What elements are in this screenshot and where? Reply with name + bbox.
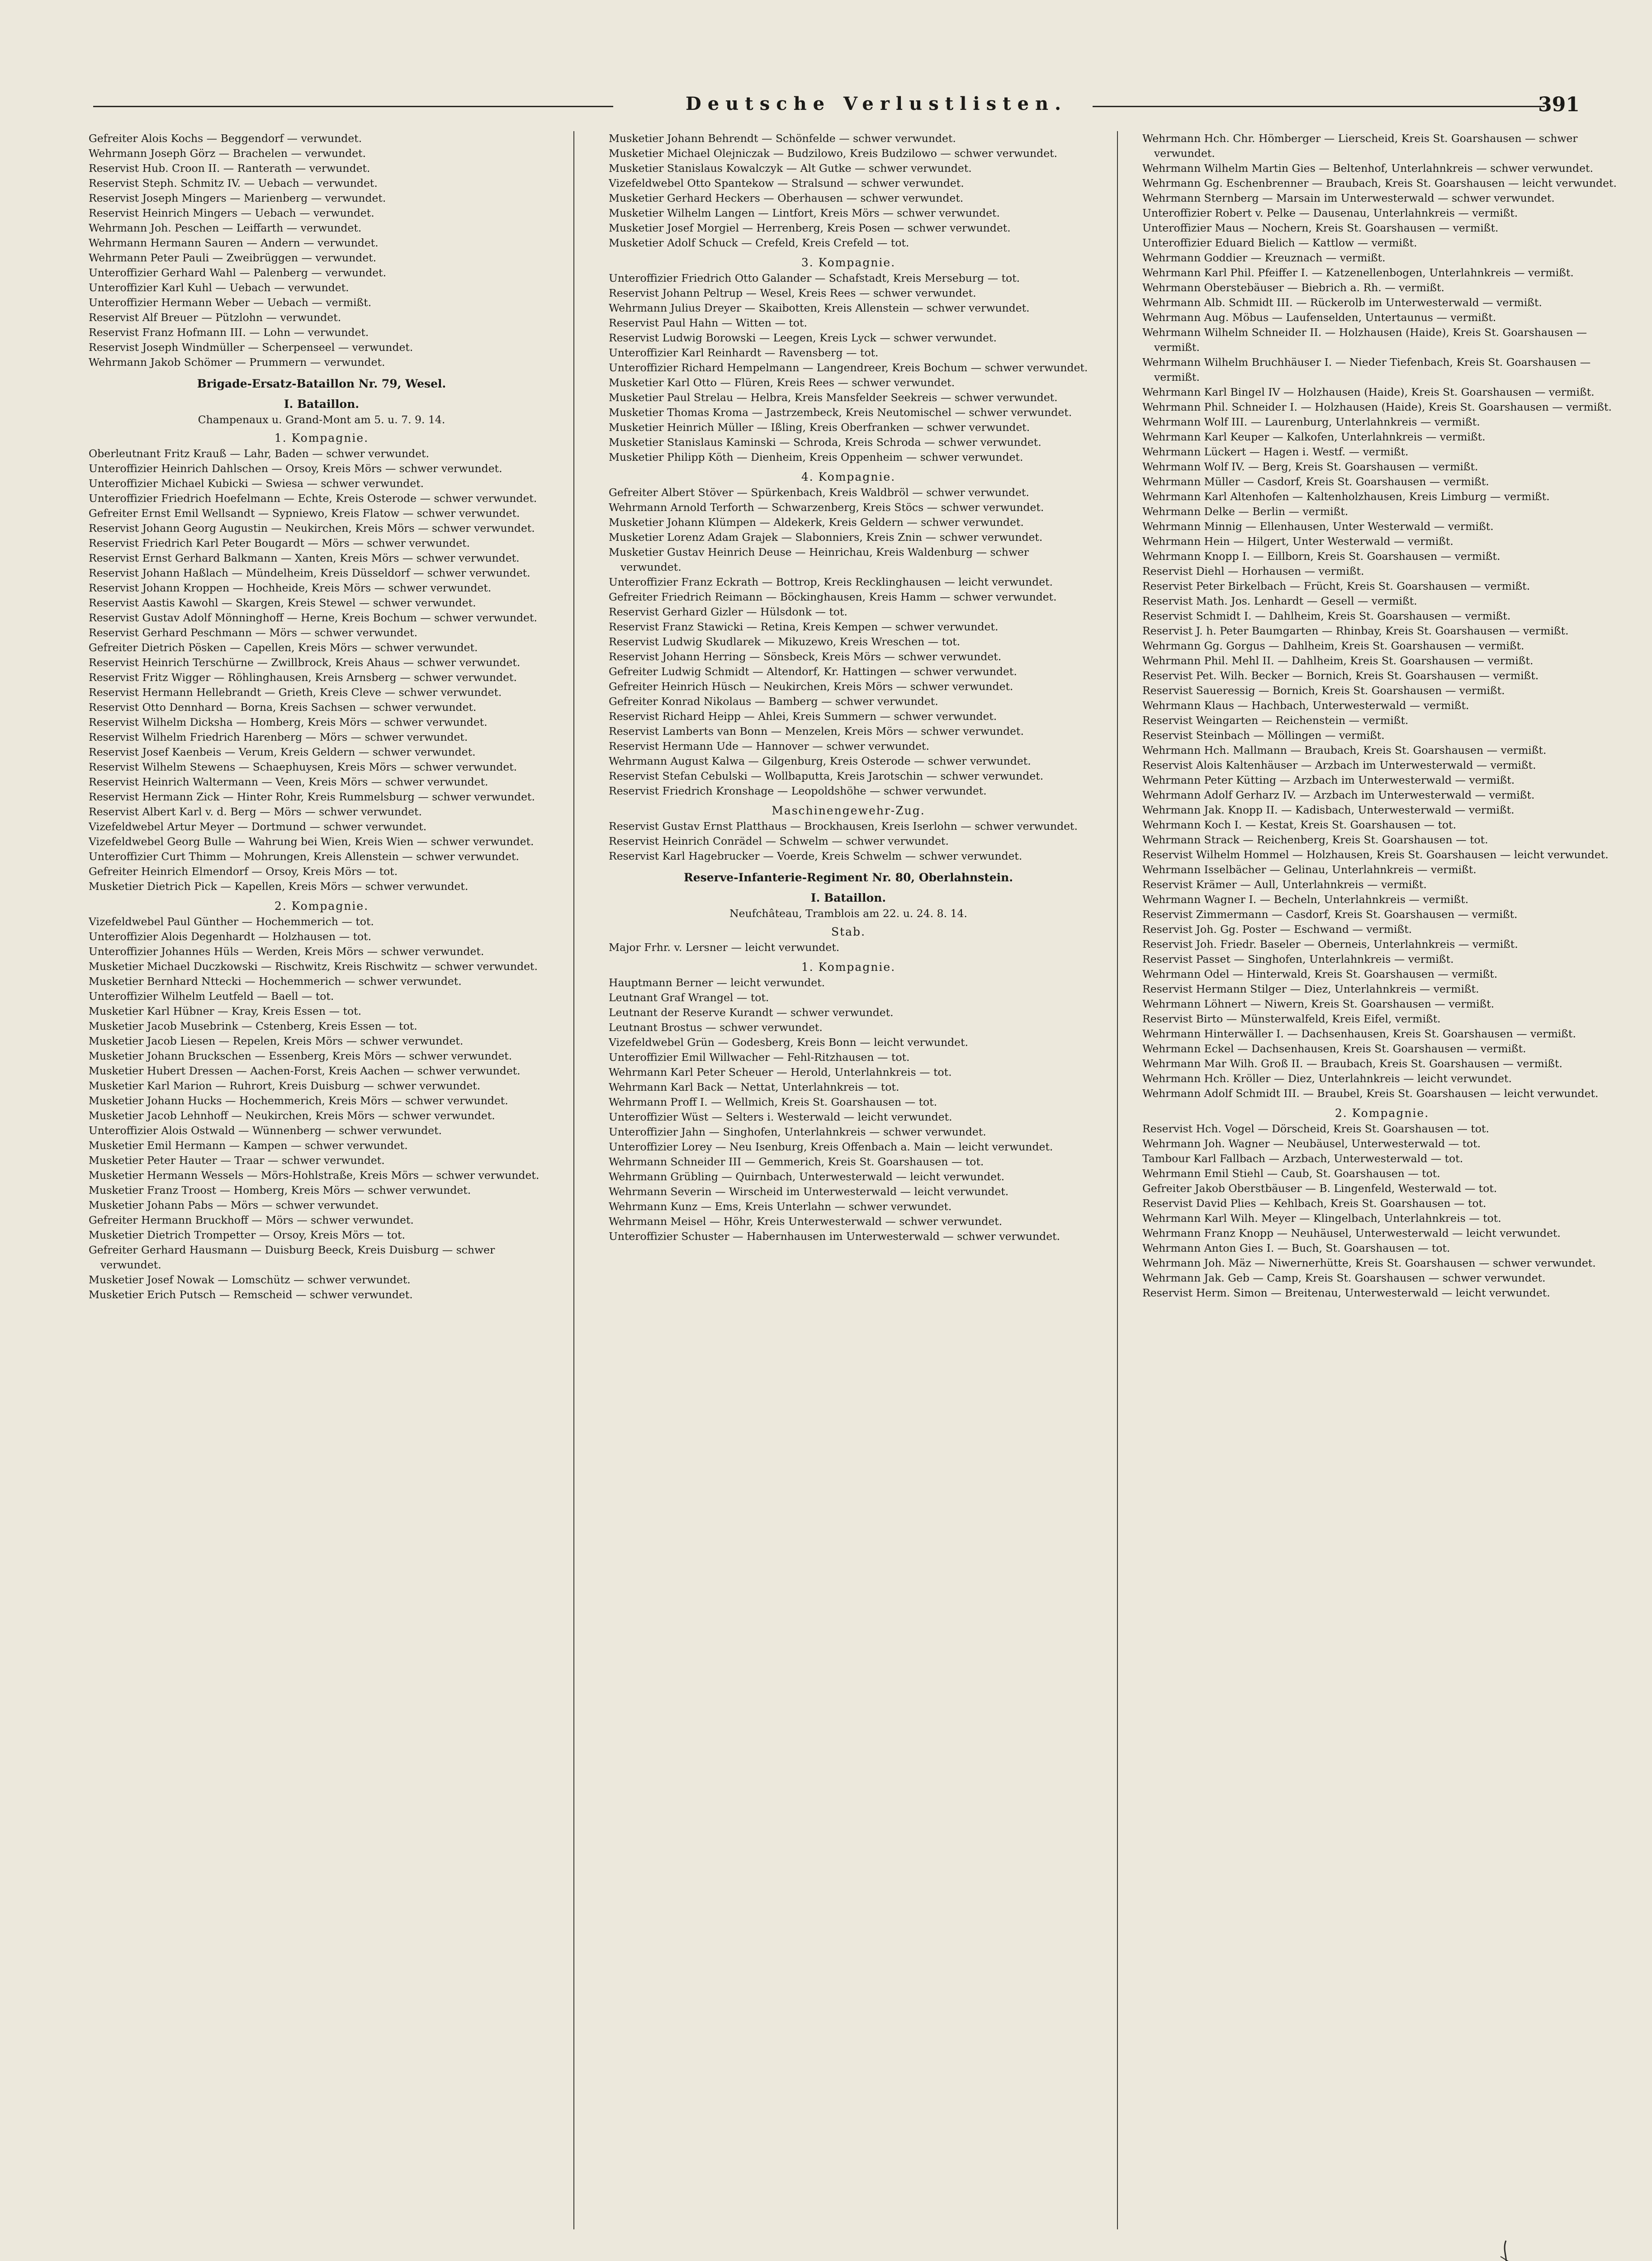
casualty-entry: Reservist Steinbach — Möllingen — vermißt. (1142, 729, 1385, 742)
casualty-entry: Wehrmann Knopp I. — Eillborn, Kreis St. Goarshausen — vermißt. (1142, 550, 1501, 563)
casualty-entry: Musketier Paul Strelau — Helbra, Kreis Mansfelder Seekreis — schwer verwundet. (609, 391, 1058, 404)
casualty-entry: Musketier Bernhard Nttecki — Hochemmerich — schwer verwundet. (89, 975, 462, 988)
casualty-entry: Reservist Aastis Kawohl — Skargen, Kreis Stewel — schwer verwundet. (89, 596, 476, 609)
casualty-entry: Vizefeldwebel Georg Bulle — Wahrung bei Wien, Kreis Wien — schwer verwundet. (89, 835, 534, 848)
casualty-entry: Wehrmann Proff I. — Wellmich, Kreis St. Goarshausen — tot. (609, 1096, 937, 1108)
casualty-entry: Reservist Johann Haßlach — Mündelheim, Kreis Düsseldorf — schwer verwundet. (89, 567, 530, 579)
casualty-entry: Reservist Schmidt I. — Dahlheim, Kreis St. Goarshausen — vermißt. (1142, 610, 1511, 622)
casualty-entry: Wehrmann Delke — Berlin — vermißt. (1142, 505, 1349, 518)
section-subheading: Champenaux u. Grand-Mont am 5. u. 7. 9. 14. (198, 413, 445, 426)
company-heading: 1. Kompagnie. (274, 431, 369, 445)
casualty-entry: Musketier Jacob Musebrink — Cstenberg, Kreis Essen — tot. (89, 1020, 417, 1032)
casualty-entry: Reservist Saueressig — Bornich, Kreis St. Goarshausen — vermißt. (1142, 684, 1505, 697)
casualty-entry: Musketier Josef Morgiel — Herrenberg, Kreis Posen — schwer verwundet. (609, 222, 1011, 234)
casualty-entry: Wehrmann Joseph Görz — Brachelen — verwundet. (89, 147, 366, 160)
casualty-entry: Wehrmann Sternberg — Marsain im Unterwesterwald — schwer verwundet. (1142, 192, 1555, 204)
section-heading: Brigade-Ersatz-Bataillon Nr. 79, Wesel. (197, 377, 446, 390)
casualty-entry: Leutnant der Reserve Kurandt — schwer verwundet. (609, 1006, 894, 1019)
casualty-entry: Wehrmann Hch. Chr. Hömberger — Lierscheid, Kreis St. Goarshausen — schwer verwundet. (1142, 132, 1578, 160)
casualty-entry: Wehrmann Hch. Kröller — Diez, Unterlahnkreis — leicht verwundet. (1142, 1072, 1512, 1085)
casualty-entry: Gefreiter Friedrich Reimann — Böckinghausen, Kreis Hamm — schwer verwundet. (609, 591, 1057, 603)
casualty-entry: Wehrmann Gg. Eschenbrenner — Braubach, Kreis St. Goarshausen — leicht verwundet. (1142, 177, 1617, 189)
casualty-entry: Wehrmann Emil Stiehl — Caub, St. Goarshausen — tot. (1142, 1167, 1440, 1180)
casualty-entry: Wehrmann Löhnert — Niwern, Kreis St. Goarshausen — vermißt. (1142, 998, 1495, 1010)
casualty-entry: Reservist Richard Heipp — Ahlei, Kreis Summern — schwer verwundet. (609, 710, 997, 723)
page-title: Deutsche Verlustlisten. (686, 93, 1068, 114)
casualty-entry: Reservist Ernst Gerhard Balkmann — Xanten, Kreis Mörs — schwer verwundet. (89, 552, 520, 564)
casualty-entry: Musketier Jacob Lehnhoff — Neukirchen, Kreis Mörs — schwer verwundet. (89, 1109, 495, 1122)
casualty-entry: Major Frhr. v. Lersner — leicht verwundet. (609, 941, 840, 954)
casualty-entry: Wehrmann Schneider III — Gemmerich, Kreis St. Goarshausen — tot. (609, 1155, 984, 1168)
section-subheading: Neufchâteau, Tramblois am 22. u. 24. 8. 14. (729, 907, 967, 920)
casualty-entry: Wehrmann Klaus — Hachbach, Unterwesterwald — vermißt. (1142, 699, 1469, 712)
casualty-entry: Reservist Fritz Wigger — Röhlinghausen, Kreis Arnsberg — schwer verwundet. (89, 671, 517, 684)
casualty-entry: Musketier Dietrich Trompetter — Orsoy, Kreis Mörs — tot. (89, 1229, 405, 1241)
column-3 (1142, 131, 1622, 2229)
casualty-entry: Musketier Stanislaus Kowalczyk — Alt Gutke — schwer verwundet. (609, 162, 972, 175)
casualty-entry: Unteroffizier Gerhard Wahl — Palenberg — verwundet. (89, 266, 387, 279)
casualty-entry: Reservist Hermann Hellebrandt — Grieth, Kreis Cleve — schwer verwundet. (89, 686, 502, 699)
casualty-entry: Wehrmann Wilhelm Schneider II. — Holzhausen (Haide), Kreis St. Goarshausen — vermißt. (1142, 326, 1587, 354)
casualty-entry: Wehrmann Hinterwäller I. — Dachsenhausen, Kreis St. Goarshausen — vermißt. (1142, 1027, 1576, 1040)
casualty-entry: Reservist Joseph Mingers — Marienberg — verwundet. (89, 192, 386, 204)
casualty-entry: Gefreiter Konrad Nikolaus — Bamberg — schwer verwundet. (609, 695, 938, 708)
casualty-entry: Wehrmann Karl Phil. Pfeiffer I. — Katzenellenbogen, Unterlahnkreis — vermißt. (1142, 266, 1574, 279)
casualty-entry: Reservist Peter Birkelbach — Frücht, Kreis St. Goarshausen — vermißt. (1142, 580, 1530, 592)
casualty-entry: Musketier Johann Behrendt — Schönfelde — schwer verwundet. (609, 132, 956, 145)
casualty-entry: Unteroffizier Robert v. Pelke — Dausenau, Unterlahnkreis — vermißt. (1142, 207, 1518, 219)
casualty-entry: Gefreiter Alois Kochs — Beggendorf — verwundet. (89, 132, 362, 145)
casualty-entry: Wehrmann Kunz — Ems, Kreis Unterlahn — schwer verwundet. (609, 1200, 952, 1213)
casualty-entry: Wehrmann Wolf IV. — Berg, Kreis St. Goarshausen — vermißt. (1142, 460, 1478, 473)
casualty-entry: Reservist Wilhelm Hommel — Holzhausen, Kreis St. Goarshausen — leicht verwundet. (1142, 848, 1609, 861)
casualty-entry: Reservist Math. Jos. Lenhardt — Gesell — vermißt. (1142, 595, 1417, 607)
section-heading: Reserve-Infanterie-Regiment Nr. 80, Oberlahnstein. (683, 871, 1013, 884)
casualty-entry: Musketier Heinrich Müller — Ißling, Kreis Oberfranken — schwer verwundet. (609, 421, 1030, 434)
casualty-entry: Musketier Franz Troost — Homberg, Kreis Mörs — schwer verwundet. (89, 1184, 471, 1197)
casualty-entry: Unteroffizier Alois Degenhardt — Holzhausen — tot. (89, 930, 372, 943)
casualty-entry: Musketier Thomas Kroma — Jastrzembeck, Kreis Neutomischel — schwer verwundet. (609, 406, 1072, 419)
casualty-entry: Reservist Hch. Vogel — Dörscheid, Kreis St. Goarshausen — tot. (1142, 1122, 1489, 1135)
casualty-entry: Wehrmann Joh. Wagner — Neubäusel, Unterwesterwald — tot. (1142, 1137, 1481, 1150)
casualty-entry: Reservist Gustav Ernst Platthaus — Brockhausen, Kreis Iserlohn — schwer verwundet. (609, 820, 1078, 833)
casualty-entry: Reservist Johann Peltrup — Wesel, Kreis Rees — schwer verwundet. (609, 287, 976, 299)
casualty-entry: Reservist Alf Breuer — Pützlohn — verwundet. (89, 311, 341, 324)
casualty-entry: Wehrmann Lückert — Hagen i. Westf. — vermißt. (1142, 445, 1409, 458)
casualty-entry: Unteroffizier Alois Ostwald — Wünnenberg — schwer verwundet. (89, 1124, 442, 1137)
casualty-entry: Unteroffizier Wüst — Selters i. Westerwald — leicht verwundet. (609, 1111, 952, 1123)
casualty-entry: Wehrmann Alb. Schmidt III. — Rückerolb im Unterwesterwald — vermißt. (1142, 296, 1542, 309)
casualty-entry: Musketier Gustav Heinrich Deuse — Heinrichau, Kreis Waldenburg — schwer verwundet. (609, 546, 1029, 573)
casualty-entry: Unteroffizier Curt Thimm — Mohrungen, Kreis Allenstein — schwer verwundet. (89, 850, 519, 863)
casualty-entry: Wehrmann Hein — Hilgert, Unter Westerwald — vermißt. (1142, 535, 1453, 548)
casualty-entry: Unteroffizier Wilhelm Leutfeld — Baell — tot. (89, 990, 334, 1003)
casualty-entry: Wehrmann Gg. Gorgus — Dahlheim, Kreis St. Goarshausen — vermißt. (1142, 639, 1524, 652)
casualty-entry: Reservist Friedrich Karl Peter Bougardt — Mörs — schwer verwundet. (89, 537, 470, 549)
casualty-entry: Musketier Hermann Wessels — Mörs-Hohlstraße, Kreis Mörs — schwer verwundet. (89, 1169, 540, 1182)
company-heading: 1. Kompagnie. (801, 960, 896, 974)
casualty-entry: Reservist Steph. Schmitz IV. — Uebach — verwundet. (89, 177, 378, 189)
casualty-entry: Musketier Emil Hermann — Kampen — schwer verwundet. (89, 1139, 408, 1152)
casualty-entry: Wehrmann Joh. Mäz — Niwernerhütte, Kreis St. Goarshausen — schwer verwundet. (1142, 1257, 1596, 1269)
casualty-entry: Wehrmann Wilhelm Martin Gies — Beltenhof, Unterlahnkreis — schwer verwundet. (1142, 162, 1593, 175)
casualty-entry: Wehrmann Adolf Schmidt III. — Braubel, Kreis St. Goarshausen — leicht verwundet. (1142, 1087, 1599, 1100)
casualty-entry: Wehrmann Grübling — Quirnbach, Unterwesterwald — leicht verwundet. (609, 1170, 1005, 1183)
casualty-entry: Wehrmann Koch I. — Kestat, Kreis St. Goarshausen — tot. (1142, 818, 1457, 831)
casualty-entry: Unteroffizier Heinrich Dahlschen — Orsoy, Kreis Mörs — schwer verwundet. (89, 462, 502, 475)
casualty-entry: Vizefeldwebel Grün — Godesberg, Kreis Bonn — leicht verwundet. (609, 1036, 968, 1049)
casualty-entry: Wehrmann Minnig — Ellenhausen, Unter Westerwald — vermißt. (1142, 520, 1494, 533)
casualty-entry: Wehrmann Goddier — Kreuznach — vermißt. (1142, 251, 1386, 264)
casualty-entry: Reservist Franz Stawicki — Retina, Kreis Kempen — schwer verwundet. (609, 620, 999, 633)
company-heading: 2. Kompagnie. (274, 899, 369, 913)
casualty-entry: Reservist Stefan Cebulski — Wollbaputta, Kreis Jarotschin — schwer verwundet. (609, 770, 1044, 782)
casualty-entry: Wehrmann Phil. Mehl II. — Dahlheim, Kreis St. Goarshausen — vermißt. (1142, 654, 1534, 667)
casualty-entry: Musketier Michael Olejniczak — Budzilowo, Kreis Budzilowo — schwer verwundet. (609, 147, 1058, 160)
casualty-entry: Wehrmann Eckel — Dachsenhausen, Kreis St. Goarshausen — vermißt. (1142, 1042, 1526, 1055)
casualty-entry: Unteroffizier Michael Kubicki — Swiesa — schwer verwundet. (89, 477, 424, 490)
casualty-entry: Unteroffizier Schuster — Habernhausen im Unterwesterwald — schwer verwundet. (609, 1230, 1060, 1243)
casualty-entry: Wehrmann Adolf Gerharz IV. — Arzbach im Unterwesterwald — vermißt. (1142, 789, 1535, 801)
casualty-entry: Unteroffizier Karl Kuhl — Uebach — verwundet. (89, 281, 349, 294)
casualty-entry: Wehrmann Karl Back — Nettat, Unterlahnkreis — tot. (609, 1081, 899, 1093)
casualty-entry: Reservist Alois Kaltenhäuser — Arzbach im Unterwesterwald — vermißt. (1142, 759, 1536, 771)
columns (89, 131, 1617, 2229)
casualty-entry: Musketier Philipp Köth — Dienheim, Kreis Oppenheim — schwer verwundet. (609, 451, 1023, 464)
casualty-entry: Wehrmann Karl Keuper — Kalkofen, Unterlahnkreis — vermißt. (1142, 430, 1486, 443)
casualty-entry: Wehrmann Jak. Geb — Camp, Kreis St. Goarshausen — schwer verwundet. (1142, 1272, 1546, 1284)
casualty-entry: Musketier Wilhelm Langen — Lintfort, Kreis Mörs — schwer verwundet. (609, 207, 1000, 219)
casualty-entry: Musketier Jacob Liesen — Repelen, Kreis Mörs — schwer verwundet. (89, 1035, 464, 1047)
casualty-entry: Reservist Franz Hofmann III. — Lohn — verwundet. (89, 326, 369, 339)
casualty-entry: Unteroffizier Jahn — Singhofen, Unterlahnkreis — schwer verwundet. (609, 1126, 986, 1138)
casualty-entry: Wehrmann Karl Bingel IV — Holzhausen (Haide), Kreis St. Goarshausen — vermißt. (1142, 386, 1595, 398)
casualty-entry: Reservist Wilhelm Dicksha — Homberg, Kreis Mörs — schwer verwundet. (89, 716, 488, 728)
casualty-entry: Wehrmann Müller — Casdorf, Kreis St. Goarshausen — vermißt. (1142, 475, 1489, 488)
casualty-entry: Reservist Johann Georg Augustin — Neukirchen, Kreis Mörs — schwer verwundet. (89, 522, 535, 535)
company-heading: Stab. (831, 925, 866, 938)
casualty-entry: Gefreiter Ludwig Schmidt — Altendorf, Kr. Hattingen — schwer verwundet. (609, 665, 1017, 678)
casualty-entry: Unteroffizier Friedrich Otto Galander — Schafstadt, Kreis Merseburg — tot. (609, 272, 1020, 284)
casualty-entry: Musketier Dietrich Pick — Kapellen, Kreis Mörs — schwer verwundet. (89, 880, 469, 893)
casualty-entry: Musketier Michael Duczkowski — Rischwitz, Kreis Rischwitz — schwer verwundet. (89, 960, 538, 973)
casualty-entry: Gefreiter Heinrich Elmendorf — Orsoy, Kreis Mörs — tot. (89, 865, 398, 878)
casualty-entry: Wehrmann Jakob Schömer — Prummern — verwundet. (89, 356, 385, 369)
casualty-entry: Reservist Joh. Gg. Poster — Eschwand — vermißt. (1142, 923, 1412, 936)
casualty-entry: Reservist David Plies — Kehlbach, Kreis St. Goarshausen — tot. (1142, 1197, 1486, 1210)
casualty-entry: Reservist Zimmermann — Casdorf, Kreis St. Goarshausen — vermißt. (1142, 908, 1518, 921)
company-heading: 3. Kompagnie. (801, 256, 896, 269)
casualty-entry: Unteroffizier Eduard Bielich — Kattlow — vermißt. (1142, 237, 1417, 249)
casualty-entry: Reservist Joh. Friedr. Baseler — Oberneis, Unterlahnkreis — vermißt. (1142, 938, 1518, 951)
casualty-entry: Musketier Erich Putsch — Remscheid — schwer verwundet. (89, 1288, 413, 1301)
column-2 (609, 131, 1088, 2229)
company-heading: 2. Kompagnie. (1335, 1107, 1430, 1120)
casualty-entry: Reservist Johann Herring — Sönsbeck, Kreis Mörs — schwer verwundet. (609, 650, 1002, 663)
casualty-entry: Hauptmann Berner — leicht verwundet. (609, 976, 825, 989)
casualty-entry: Wehrmann August Kalwa — Gilgenburg, Kreis Osterode — schwer verwundet. (609, 755, 1031, 767)
casualty-entry: Reservist Krämer — Aull, Unterlahnkreis — vermißt. (1142, 878, 1427, 891)
casualty-entry: Wehrmann Karl Peter Scheuer — Herold, Unterlahnkreis — tot. (609, 1066, 952, 1078)
casualty-entry: Gefreiter Hermann Bruckhoff — Mörs — schwer verwundet. (89, 1214, 414, 1226)
casualty-entry: Wehrmann Anton Gies I. — Buch, St. Goarshausen — tot. (1142, 1242, 1450, 1254)
casualty-entry: Reservist Josef Kaenbeis — Verum, Kreis Geldern — schwer verwundet. (89, 746, 476, 758)
casualty-entry: Reservist J. h. Peter Baumgarten — Rhinbay, Kreis St. Goarshausen — vermißt. (1142, 624, 1569, 637)
casualty-entry: Wehrmann Peter Kütting — Arzbach im Unterwesterwald — vermißt. (1142, 774, 1515, 786)
casualty-entry: Wehrmann Mar Wilh. Groß II. — Braubach, Kreis St. Goarshausen — vermißt. (1142, 1057, 1563, 1070)
casualty-entry: Wehrmann Wolf III. — Laurenburg, Unterlahnkreis — vermißt. (1142, 416, 1480, 428)
casualty-entry: Wehrmann Phil. Schneider I. — Holzhausen (Haide), Kreis St. Goarshausen — vermißt. (1142, 401, 1612, 413)
casualty-entry: Reservist Joseph Windmüller — Scherpenseel — verwundet. (89, 341, 413, 354)
casualty-entry: Reservist Wilhelm Stewens — Schaephuysen, Kreis Mörs — schwer verwundet. (89, 761, 517, 773)
casualty-entry: Reservist Birto — Münsterwalfeld, Kreis Eifel, vermißt. (1142, 1012, 1441, 1025)
casualty-entry: Unteroffizier Johannes Hüls — Werden, Kreis Mörs — schwer verwundet. (89, 945, 484, 958)
casualty-entry: Reservist Wilhelm Friedrich Harenberg — Mörs — schwer verwundet. (89, 731, 468, 743)
casualty-entry: Musketier Johann Klümpen — Aldekerk, Kreis Geldern — schwer verwundet. (609, 516, 1024, 529)
casualty-entry: Wehrmann Peter Pauli — Zweibrüggen — verwundet. (89, 251, 377, 264)
casualty-entry: Reservist Gerhard Peschmann — Mörs — schwer verwundet. (89, 626, 418, 639)
casualty-entry: Musketier Adolf Schuck — Crefeld, Kreis Crefeld — tot. (609, 237, 909, 249)
casualty-entry: Reservist Johann Kroppen — Hochheide, Kreis Mörs — schwer verwundet. (89, 582, 492, 594)
casualty-entry: Tambour Karl Fallbach — Arzbach, Unterwesterwald — tot. (1142, 1152, 1463, 1165)
casualty-entry: Musketier Johann Pabs — Mörs — schwer verwundet. (89, 1199, 379, 1211)
casualty-entry: Reservist Friedrich Kronshage — Leopoldshöhe — schwer verwundet. (609, 785, 987, 797)
casualty-entry: Wehrmann Hermann Sauren — Andern — verwundet. (89, 237, 379, 249)
casualty-entry: Musketier Johann Bruckschen — Essenberg, Kreis Mörs — schwer verwundet. (89, 1050, 512, 1062)
column-1 (89, 131, 554, 2229)
casualty-entry: Musketier Karl Otto — Flüren, Kreis Rees — schwer verwundet. (609, 376, 955, 389)
casualty-entry: Reservist Hub. Croon II. — Ranterath — verwundet. (89, 162, 370, 175)
casualty-entry: Wehrmann Hch. Mallmann — Braubach, Kreis St. Goarshausen — vermißt. (1142, 744, 1547, 757)
casualty-entry: Musketier Lorenz Adam Grajek — Slabonniers, Kreis Znin — schwer verwundet. (609, 531, 1043, 544)
casualty-entry: Gefreiter Jakob Oberstbäuser — B. Lingenfeld, Westerwald — tot. (1142, 1182, 1497, 1195)
page-number: 391 (1538, 93, 1580, 116)
casualty-entry: Wehrmann Isselbächer — Gelinau, Unterlahnkreis — vermißt. (1142, 863, 1477, 876)
casualty-entry: Musketier Karl Hübner — Kray, Kreis Essen — tot. (89, 1005, 362, 1017)
casualty-entry: Reservist Hermann Ude — Hannover — schwer verwundet. (609, 740, 929, 752)
casualty-entry: Musketier Hubert Dressen — Aachen-Forst, Kreis Aachen — schwer verwundet. (89, 1064, 521, 1077)
casualty-entry: Reservist Heinrich Terschürne — Zwillbrock, Kreis Ahaus — schwer verwundet. (89, 656, 521, 669)
casualty-entry: Reservist Pet. Wilh. Becker — Bornich, Kreis St. Goarshausen — vermißt. (1142, 669, 1539, 682)
casualty-entry: Unteroffizier Emil Willwacher — Fehl-Ritzhausen — tot. (609, 1051, 910, 1064)
company-heading: Maschinengewehr-Zug. (772, 804, 925, 817)
section-heading: I. Bataillon. (810, 891, 886, 904)
casualty-entry: Unteroffizier Karl Reinhardt — Ravensberg — tot. (609, 346, 879, 359)
casualty-entry: Musketier Stanislaus Kaminski — Schroda, Kreis Schroda — schwer verwundet. (609, 436, 1041, 449)
casualty-entry: Unteroffizier Maus — Nochern, Kreis St. Goarshausen — vermißt. (1142, 222, 1499, 234)
casualty-entry: Musketier Karl Marion — Ruhrort, Kreis Duisburg — schwer verwundet. (89, 1079, 481, 1092)
casualty-entry: Reservist Passet — Singhofen, Unterlahnkreis — vermißt. (1142, 953, 1454, 965)
casualty-entry: Wehrmann Julius Dreyer — Skaibotten, Kreis Allenstein — schwer verwundet. (609, 302, 1030, 314)
casualty-entry: Unteroffizier Hermann Weber — Uebach — vermißt. (89, 296, 372, 309)
casualty-entry: Reservist Albert Karl v. d. Berg — Mörs — schwer verwundet. (89, 805, 422, 818)
casualty-entry: Leutnant Brostus — schwer verwundet. (609, 1021, 823, 1034)
casualty-entry: Gefreiter Dietrich Pösken — Capellen, Kreis Mörs — schwer verwundet. (89, 641, 478, 654)
header-rule-left (93, 106, 613, 107)
casualty-entry: Wehrmann Jak. Knopp II. — Kadisbach, Unterwesterwald — vermißt. (1142, 804, 1515, 816)
casualty-entry: Musketier Gerhard Heckers — Oberhausen — schwer verwundet. (609, 192, 964, 204)
casualty-entry: Reservist Heinrich Waltermann — Veen, Kreis Mörs — schwer verwundet. (89, 776, 488, 788)
casualty-entry: Reservist Lamberts van Bonn — Menzelen, Kreis Mörs — schwer verwundet. (609, 725, 1024, 738)
casualty-entry: Unteroffizier Lorey — Neu Isenburg, Kreis Offenbach a. Main — leicht verwundet. (609, 1140, 1053, 1153)
casualty-entry: Leutnant Graf Wrangel — tot. (609, 991, 769, 1004)
casualty-entry: Wehrmann Oberstebäuser — Biebrich a. Rh. — vermißt. (1142, 281, 1445, 294)
casualty-entry: Oberleutnant Fritz Krauß — Lahr, Baden — schwer verwundet. (89, 447, 429, 460)
casualty-entry: Wehrmann Meisel — Höhr, Kreis Unterwesterwald — schwer verwundet. (609, 1215, 1003, 1228)
casualty-entry: Vizefeldwebel Paul Günther — Hochemmerich — tot. (89, 915, 374, 928)
casualty-entry: Musketier Johann Hucks — Hochemmerich, Kreis Mörs — schwer verwundet. (89, 1094, 508, 1107)
section-heading: I. Bataillon. (284, 397, 360, 411)
page-header (89, 93, 1580, 120)
casualty-entry: Wehrmann Karl Altenhofen — Kaltenholzhausen, Kreis Limburg — vermißt. (1142, 490, 1550, 503)
casualty-entry: Reservist Ludwig Borowski — Leegen, Kreis Lyck — schwer verwundet. (609, 331, 997, 344)
header-rule-right (1093, 106, 1545, 107)
handwritten-mark (1492, 2238, 1519, 2261)
casualty-entry: Wehrmann Joh. Peschen — Leiffarth — verwundet. (89, 222, 362, 234)
casualty-entry: Wehrmann Arnold Terforth — Schwarzenberg, Kreis Stöcs — schwer verwundet. (609, 501, 1044, 514)
casualty-entry: Reservist Gerhard Gizler — Hülsdonk — tot. (609, 605, 847, 618)
casualty-entry: Reservist Karl Hagebrucker — Voerde, Kreis Schwelm — schwer verwundet. (609, 850, 1022, 862)
casualty-entry: Reservist Gustav Adolf Mönninghoff — Herne, Kreis Bochum — schwer verwundet. (89, 611, 537, 624)
casualty-entry: Reservist Otto Dennhard — Borna, Kreis Sachsen — schwer verwundet. (89, 701, 477, 714)
casualty-entry: Gefreiter Gerhard Hausmann — Duisburg Beeck, Kreis Duisburg — schwer verwundet. (89, 1244, 495, 1271)
casualty-entry: Wehrmann Odel — Hinterwald, Kreis St. Goarshausen — vermißt. (1142, 968, 1498, 980)
casualty-entry: Wehrmann Wilhelm Bruchhäuser I. — Nieder Tiefenbach, Kreis St. Goarshausen — vermißt. (1142, 356, 1591, 383)
casualty-entry: Wehrmann Aug. Möbus — Laufenselden, Untertaunus — vermißt. (1142, 311, 1496, 324)
casualty-entry: Wehrmann Karl Wilh. Meyer — Klingelbach, Unterlahnkreis — tot. (1142, 1212, 1501, 1225)
casualty-entry: Musketier Josef Nowak — Lomschütz — schwer verwundet. (89, 1273, 411, 1286)
casualty-entry: Reservist Weingarten — Reichenstein — vermißt. (1142, 714, 1409, 727)
casualty-entry: Unteroffizier Friedrich Hoefelmann — Echte, Kreis Osterode — schwer verwundet. (89, 492, 537, 505)
casualty-entry: Vizefeldwebel Otto Spantekow — Stralsund — schwer verwundet. (609, 177, 964, 189)
casualty-entry: Wehrmann Severin — Wirscheid im Unterwesterwald — leicht verwundet. (609, 1185, 1009, 1198)
casualty-entry: Unteroffizier Franz Eckrath — Bottrop, Kreis Recklinghausen — leicht verwundet. (609, 576, 1053, 588)
casualty-entry: Wehrmann Wagner I. — Becheln, Unterlahnkreis — vermißt. (1142, 893, 1469, 906)
casualty-entry: Musketier Peter Hauter — Traar — schwer verwundet. (89, 1154, 385, 1167)
casualty-entry: Wehrmann Franz Knopp — Neuhäusel, Unterwesterwald — leicht verwundet. (1142, 1227, 1561, 1239)
casualty-entry: Vizefeldwebel Artur Meyer — Dortmund — schwer verwundet. (89, 820, 427, 833)
company-heading: 4. Kompagnie. (801, 470, 896, 483)
casualty-entry: Gefreiter Heinrich Hüsch — Neukirchen, Kreis Mörs — schwer verwundet. (609, 680, 1013, 693)
casualty-entry: Reservist Heinrich Mingers — Uebach — verwundet. (89, 207, 374, 219)
casualty-entry: Gefreiter Ernst Emil Wellsandt — Sypniewo, Kreis Flatow — schwer verwundet. (89, 507, 520, 520)
casualty-entry: Reservist Hermann Zick — Hinter Rohr, Kreis Rummelsburg — schwer verwundet. (89, 790, 535, 803)
casualty-entry: Gefreiter Albert Stöver — Spürkenbach, Kreis Waldbröl — schwer verwundet. (609, 486, 1029, 499)
casualty-entry: Reservist Ludwig Skudlarek — Mikuzewo, Kreis Wreschen — tot. (609, 635, 961, 648)
casualty-entry: Reservist Herm. Simon — Breitenau, Unterwesterwald — leicht verwundet. (1142, 1287, 1550, 1299)
casualty-entry: Unteroffizier Richard Hempelmann — Langendreer, Kreis Bochum — schwer verwundet. (609, 361, 1088, 374)
casualty-entry: Wehrmann Strack — Reichenberg, Kreis St. Goarshausen — tot. (1142, 833, 1488, 846)
casualty-entry: Reservist Heinrich Conrädel — Schwelm — schwer verwundet. (609, 835, 949, 847)
casualty-entry: Reservist Diehl — Horhausen — vermißt. (1142, 565, 1364, 577)
casualty-entry: Reservist Hermann Stilger — Diez, Unterlahnkreis — vermißt. (1142, 983, 1479, 995)
casualty-entry: Reservist Paul Hahn — Witten — tot. (609, 317, 807, 329)
